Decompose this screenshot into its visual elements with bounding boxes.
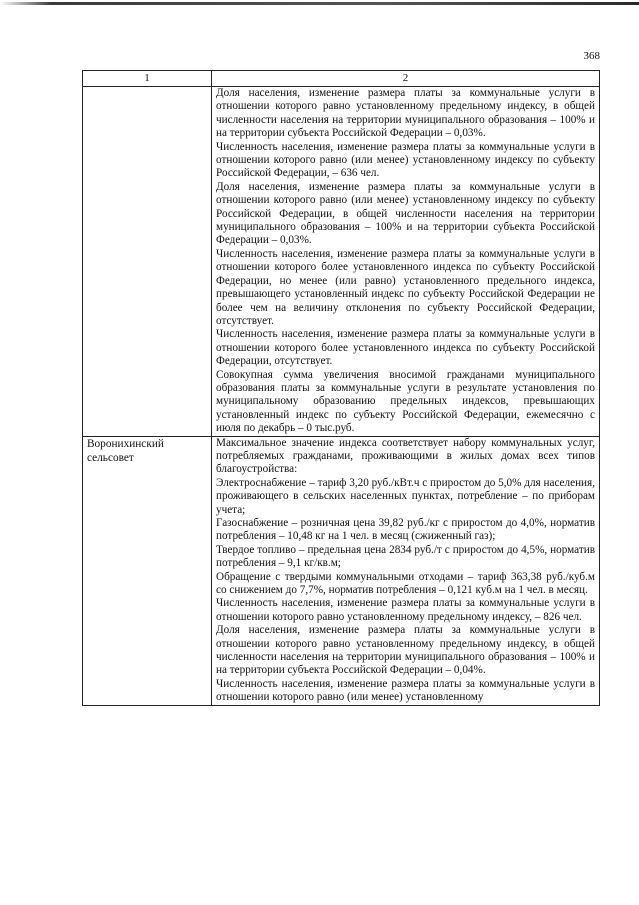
paragraph: Газоснабжение – розничная цена 39,82 руб./кг с приростом до 4,0%, норматив потребления – 10,48 кг на 1 чел. в месяц (сжиженный газ); <box>216 517 595 543</box>
paragraph: Численность населения, изменение размера платы за коммунальные услуги в отношении которого более установленного индекса по субъекту Российской Федерации, отсутствует. <box>216 328 595 368</box>
paragraph: Доля населения, изменение размера платы за коммунальные услуги в отношении которого равно установленному предельному индексу, в общей численности населения на территории муниципального образования – 100% и на территории субъекта Российской Федерации – 0,04%. <box>216 624 595 677</box>
page-number: 368 <box>583 50 600 62</box>
paragraph: Численность населения, изменение размера платы за коммунальные услуги в отношении которого равно (или менее) установленному <box>216 677 595 704</box>
paragraph: Обращение с твердыми коммунальными отходами – тариф 363,38 руб./куб.м со снижением до 7,7%, норматив потребления – 0,121 куб.м на 1 чел. в месяц. <box>216 570 595 597</box>
paragraph: Доля населения, изменение размера платы за коммунальные услуги в отношении которого равно установленному предельному индексу, в общей численности населения на территории муниципального образования – 100% и на территории субъекта Российской Федерации – 0,03%. <box>216 87 595 140</box>
municipality-name-cell <box>83 87 212 437</box>
scan-edge-line <box>0 2 639 5</box>
municipality-name-cell: Воронихинский сельсовет <box>83 436 212 705</box>
column-1-header: 1 <box>83 71 212 87</box>
table-row <box>83 436 600 705</box>
table-header-row <box>83 71 600 87</box>
paragraph: Совокупная сумма увеличения вносимой гражданами муниципального образования платы за коммунальные услуги в результате установления по муниципальному образованию предельных индексов, превышающих установленный индекс по субъекту Российской Федерации, ежемесячно с июля по декабрь – 0 тыс.руб. <box>216 368 595 435</box>
paragraph: Максимальное значение индекса соответствует набору коммунальных услуг, потребляемых гражданами, проживающими в жилых домах всех типов благоустройства: <box>216 436 595 476</box>
column-2-header: 2 <box>212 71 600 87</box>
paragraph: Численность населения, изменение размера платы за коммунальные услуги в отношении которого более установленного индекса по субъекту Российской Федерации, но менее (или равно) установленного предельного индекса, превышающего установленный индекс по субъекту Российской Федерации не более чем на величину отклонения по субъекту Российской Федерации, отсутствует. <box>216 247 595 327</box>
indicators-cell <box>212 436 600 705</box>
document-table <box>82 70 600 706</box>
paragraph: Численность населения, изменение размера платы за коммунальные услуги в отношении которого равно (или менее) установленному индексу по субъекту Российской Федерации, – 636 чел. <box>216 140 595 180</box>
paragraph: Доля населения, изменение размера платы за коммунальные услуги в отношении которого равно (или менее) установленному индексу по субъекту Российской Федерации, в общей численности населения на территории муниципального образования – 100% и на территории субъекта Российской Федерации – 0,03%. <box>216 180 595 247</box>
indicators-cell <box>212 87 600 437</box>
paragraph: Электроснабжение – тариф 3,20 руб./кВт.ч с приростом до 5,0% для населения, проживающего в сельских населенных пунктах, потребление – по приборам учета; <box>216 476 595 516</box>
paragraph: Численность населения, изменение размера платы за коммунальные услуги в отношении которого равно установленному предельному индексу, – 826 чел. <box>216 597 595 623</box>
table-row <box>83 87 600 437</box>
paragraph: Твердое топливо – предельная цена 2834 руб./т с приростом до 4,5%, норматив потребления – 9,1 кг/кв.м; <box>216 543 595 570</box>
